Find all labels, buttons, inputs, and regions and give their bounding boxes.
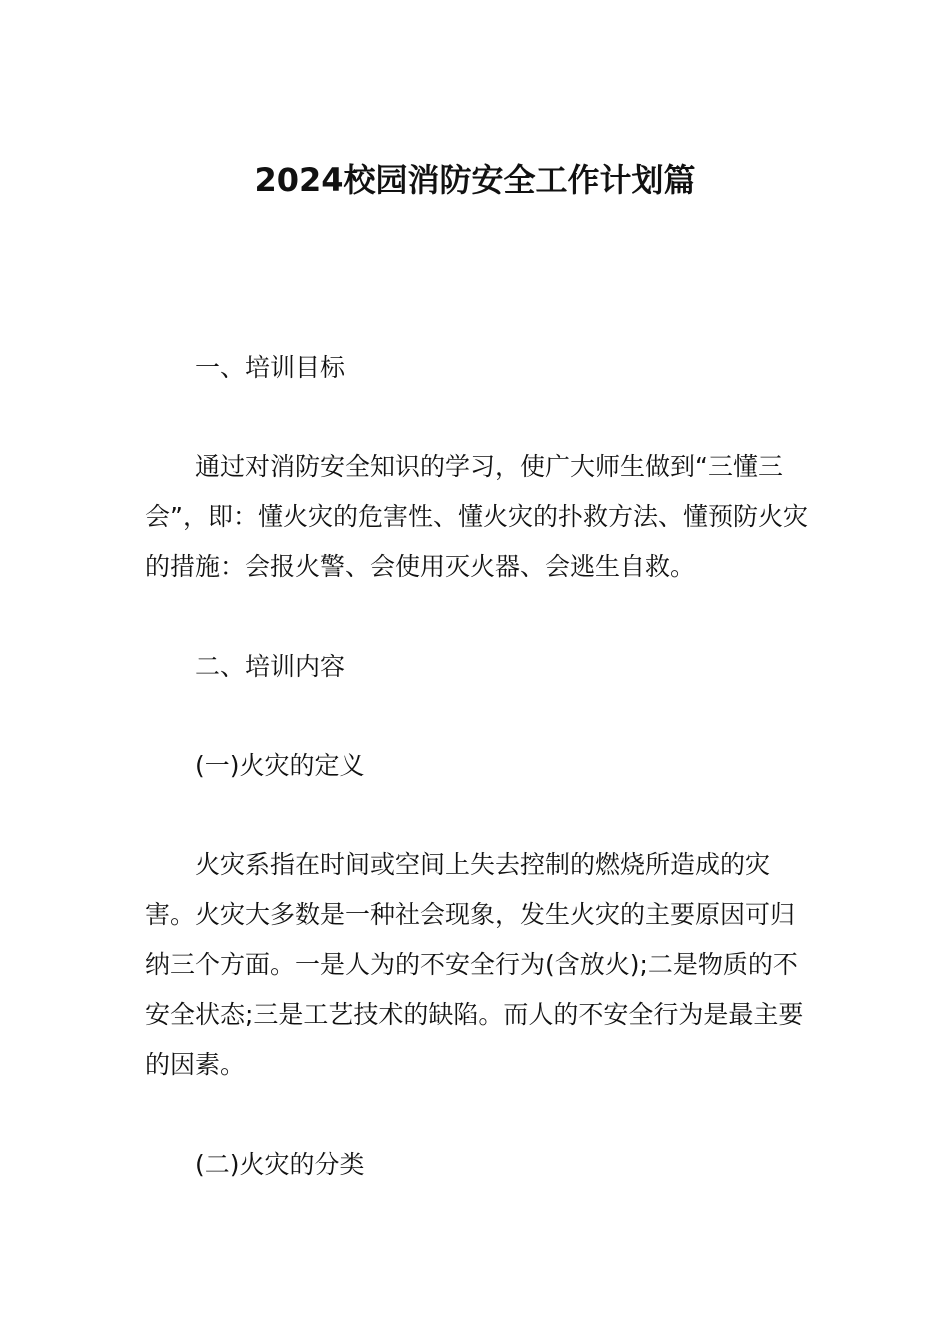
subsection-heading-fire-classification: (二)火灾的分类 (195, 1150, 365, 1179)
subsection-heading-fire-definition: (一)火灾的定义 (195, 751, 365, 780)
paragraph-fire-definition: 火灾系指在时间或空间上失去控制的燃烧所造成的灾害。火灾大多数是一种社会现象，发生火灾的主要原因可归纳三个方面。一是人为的不安全行为(含放火);二是物质的不安全状态;三是工艺技术的缺陷。而人的不安全行为是最主要的因素。 (145, 850, 804, 1079)
section-heading-training-content: 二、培训内容 (195, 652, 346, 681)
paragraph-training-goal: 通过对消防安全知识的学习，使广大师生做到“三懂三会”，即：懂火灾的危害性、懂火灾的扑救方法、懂预防火灾的措施：会报火警、会使用灭火器、会逃生自救。 (145, 452, 808, 581)
document-title: 2024校园消防安全工作计划篇 (254, 161, 696, 199)
section-heading-training-goal: 一、培训目标 (195, 353, 346, 382)
